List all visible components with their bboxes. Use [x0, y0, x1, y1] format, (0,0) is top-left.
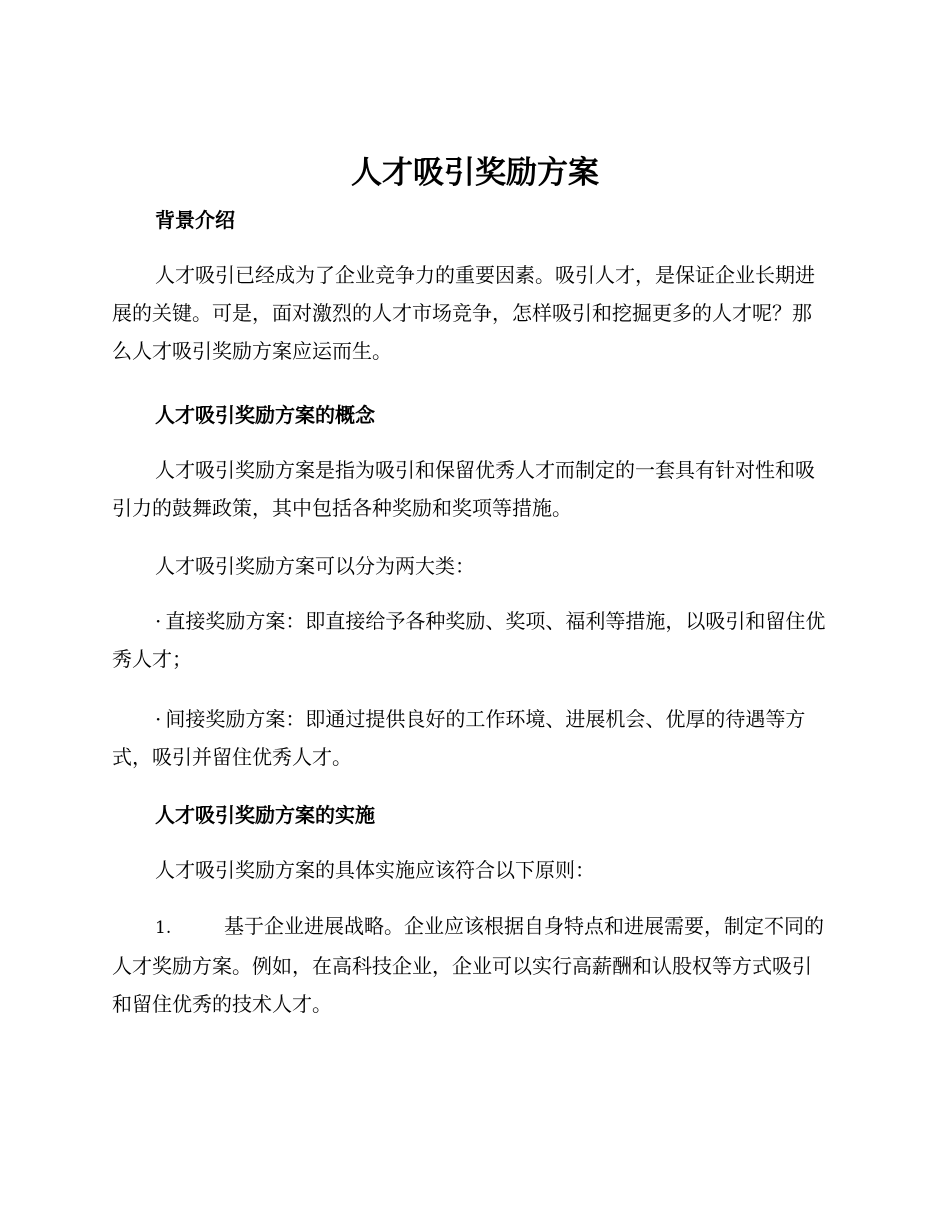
section-heading-concept: 人才吸引奖励方案的概念 — [155, 403, 375, 427]
bullet-text-indirect: 间接奖励方案：即通过提供良好的工作环境、进展机会、优厚的待遇等方式，吸引并留住优秀人才。 — [112, 707, 806, 769]
document-title: 人才吸引奖励方案 — [351, 155, 599, 191]
implementation-intro: 人才吸引奖励方案的具体实施应该符合以下原则： — [155, 858, 595, 882]
bullet-item — [112, 602, 830, 678]
numbered-item — [112, 907, 830, 1023]
bullet-marker: · — [155, 707, 162, 731]
categories-intro: 人才吸引奖励方案可以分为两大类： — [155, 554, 475, 578]
bullet-marker: · — [155, 609, 162, 633]
section-heading-background: 背景介绍 — [155, 208, 235, 232]
background-paragraph: 人才吸引已经成为了企业竞争力的重要因素。吸引人才，是保证企业长期进展的关键。可是，面对激烈的人才市场竞争，怎样吸引和挖掘更多的人才呢？那么人才吸引奖励方案应运而生。 — [112, 263, 815, 363]
item-text: 基于企业进展战略。企业应该根据自身特点和进展需要，制定不同的人才奖励方案。例如，在高科技企业，企业可以实行高薪酬和认股权等方式吸引和留住优秀的技术人才。 — [112, 914, 824, 1016]
concept-paragraph: 人才吸引奖励方案是指为吸引和保留优秀人才而制定的一套具有针对性和吸引力的鼓舞政策，其中包括各种奖励和奖项等措施。 — [112, 458, 815, 520]
item-number: 1. — [155, 918, 172, 938]
bullet-text-direct: 直接奖励方案：即直接给予各种奖励、奖项、福利等措施，以吸引和留住优秀人才； — [112, 609, 826, 671]
bullet-item — [112, 700, 830, 776]
section-heading-implementation: 人才吸引奖励方案的实施 — [155, 803, 375, 827]
